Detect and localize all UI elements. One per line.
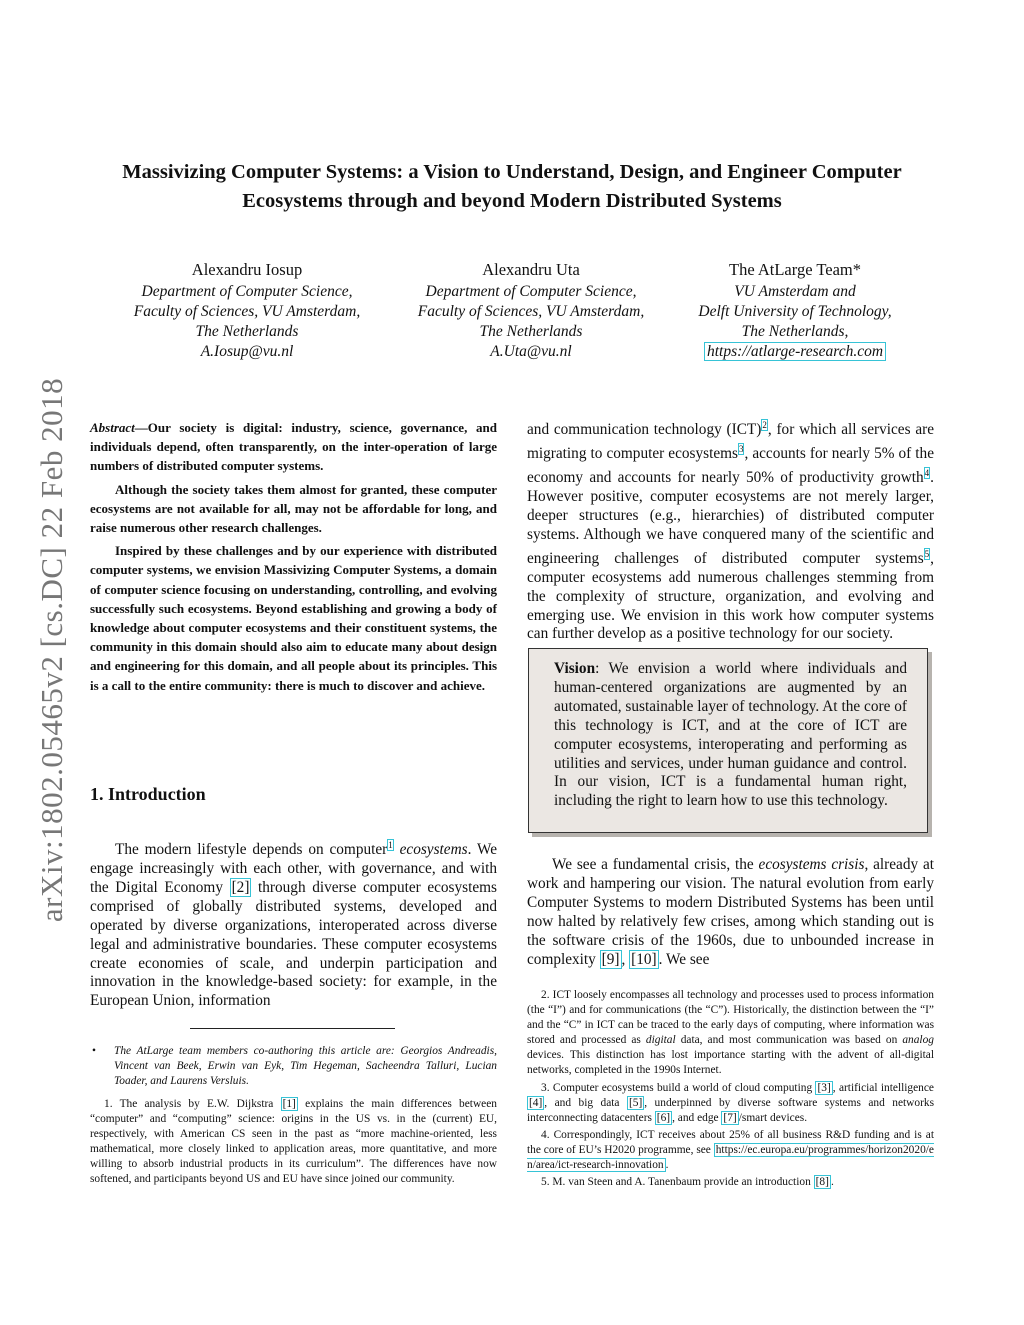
intro-paragraph: The modern lifestyle depends on computer$^1$ ecosystems. We engage increasingly with each other, with governance, and with the Digital Economy [2] through diverse computer ecosystems comprised of globally distributed systems, developed and operated by diverse organizations, interoperated across diverse legal and administrative boundaries. These computer ecosystems create economies of scale, and underpin participation and innovation in the knowledge-based society: for example, in the European Union, information	[90, 840, 498, 1010]
h2020-link[interactable]: https://ec.europa.eu/programmes/horizon2020/en/area/ict-research-innovation	[527, 1143, 934, 1172]
vision-text: : We envision a world where individuals and human-centered organizations are augmented by an automated, sustainable layer of technology. At the core of this technology is ICT, and at the core of ICT are computer ecosystems, interoperating and performing as utilities and services, under human guidance and control. In our vision, ICT is a fundamental human right, including the right to learn how to use this technology.	[554, 660, 907, 810]
author-affiliation-line: VU Amsterdam and	[734, 283, 856, 300]
footnotes-column-2	[527, 988, 934, 1192]
footnote-5-link[interactable]: 5	[924, 548, 930, 559]
citation-4-link[interactable]: [4]	[529, 1096, 543, 1109]
abstract-paragraph: Inspired by these challenges and by our experience with distributed computer systems, we envision Massivizing Computer Systems, a domain of computer science focusing on understanding, controlling, and evolving successfully such ecosystems. Beyond establishing and growing a body of knowledge about computer ecosystems and their constituent systems, the community in this domain should also aim to educate many about design and engineering for this domain, and all people about its principles. This is a call to the entire community: there is much to discover and achieve.	[90, 543, 497, 693]
footnote-1-link[interactable]: 1	[388, 840, 393, 850]
author-affiliation-line: Delft University of Technology,	[698, 303, 892, 320]
vision-label: Vision	[554, 660, 596, 677]
paper-title: Massivizing Computer Systems: a Vision to Understand, Design, and Engineer Computer Ecosystems through and beyond Modern Distributed Systems	[122, 161, 902, 212]
crisis-paragraph: We see a fundamental crisis, the ecosystems crisis, already at work and hampering our vision. The natural evolution from early Computer Systems to modern Distributed Systems has been until now halted by relatively few crises, among which standing out is the software crisis of the 1960s, due to unbounded increase in complexity [9] , [10] . We see	[527, 856, 934, 968]
author-affiliation-line: Faculty of Sciences, VU Amsterdam,	[417, 303, 645, 320]
footnote-team: • The AtLarge team members co-authoring this article are: Georgios Andreadis, Vincent van Beek, Erwin van Eyk, Tim Hegeman, Sacheendra Talluri, Lucian Toader, and Laurens Versluis.	[90, 1044, 497, 1089]
intro-continuation-paragraph: and communication technology (ICT)$^2$, for which all services are migrating to computer ecosystems$^3$, accounts for nearly 5% of the economy and accounts for nearly 50% of productivity growth$^4$. However positive, computer ecosystems are not merely larger, deeper structures (e.g., hierarchies) of distributed computer systems. Although we have conquered many of the scientific and engineering challenges of distributed computer systems$^5$, computer ecosystems add numerous challenges stemming from the complexity of structure, organization, and evolving and emerging use. We envision in this work how computer systems can further develop as a positive technology for our society.	[527, 420, 934, 643]
arxiv-id-text: arXiv:1802.05465v2 [cs.DC] 22 Feb 2018	[34, 377, 69, 923]
author-affiliation-line: The Netherlands	[479, 323, 583, 340]
citation-1-link[interactable]: [1]	[282, 1098, 296, 1110]
author-block-1	[102, 260, 392, 362]
footnote-3-link[interactable]: 3	[738, 444, 744, 454]
team-website-link[interactable]: https://atlarge-research.com	[704, 342, 886, 361]
author-email: A.Iosup@vu.nl	[200, 343, 294, 360]
footnote-2-link[interactable]: 2	[762, 420, 767, 430]
footnote-5: 5. M. van Steen and A. Tanenbaum provide an introduction [8] .	[541, 1176, 834, 1189]
author-name: Alexandru Uta	[482, 260, 580, 279]
author-name: The AtLarge Team*	[728, 260, 862, 279]
author-affiliation-line: The Netherlands	[195, 323, 299, 340]
footnote-3: 3. Computer ecosystems build a world of cloud computing [3] , artificial intelligence [4] , and big data [5] , underpinned by diverse software systems and networks interconnecting datacenters [6] , and edge [7] /smart devices.	[527, 1081, 935, 1124]
abstract	[90, 418, 497, 699]
footnote-separator	[190, 1028, 395, 1029]
author-affiliation-line: The Netherlands,	[741, 323, 849, 340]
author-affiliation-line: Department of Computer Science,	[425, 283, 637, 300]
author-affiliation-line: Department of Computer Science,	[141, 283, 353, 300]
citation-3-link[interactable]: [3]	[817, 1081, 831, 1094]
footnote-4-link[interactable]: 4	[924, 468, 930, 478]
footnote-2: 2. ICT loosely encompasses all technology and processes used to process information (the “I”) and for communications (the “C”). Historically, the distinction between the “I” and the “C” in ICT can be traced to the early days of computing, where information was stored and processed as digital data, and most communication was based on analog devices. This distinction has lost importance starting with the advent of all-digital networks, completed in the 1990s Internet.	[527, 989, 934, 1077]
bullet-icon: •	[92, 1045, 96, 1057]
footnote-1: 1. The analysis by E.W. Dijkstra [1] explains the main differences between “computer” and “computing” science: origins in the US vs. in the (current) EU, respectively, with American CS seen in the past as “more machine-oriented, less mathematical, more closely linked to application areas, more quantitative, and more willing to absorb industrial products in its curriculum”. The differences have now softened, and participants beyond US and EU have since joined our community.	[90, 1098, 497, 1186]
citation-10-link[interactable]: [10]	[631, 950, 657, 968]
abstract-paragraph: Although the society takes them almost for granted, these computer ecosystems are not available for all, may not be affordable for long, and raise numerous other research challenges.	[90, 481, 497, 536]
abstract-label: Abstract	[90, 420, 135, 435]
citation-2-link[interactable]: [2]	[231, 878, 250, 896]
vision-box	[528, 648, 928, 833]
author-affiliation-line: Faculty of Sciences, VU Amsterdam,	[133, 303, 361, 320]
footnote-4: 4. Correspondingly, ICT receives about 25% of all business R&D funding and is at the core of EU’s H2020 programme, see https://ec.europa.eu/programmes/horizon2020/en/area/ict-research-innovation .	[527, 1128, 934, 1172]
citation-6-link[interactable]: [6]	[656, 1111, 671, 1124]
arxiv-identifier	[32, 360, 72, 940]
section-heading-introduction: 1. Introduction	[90, 784, 206, 804]
citation-7-link[interactable]: [7]	[723, 1111, 737, 1124]
author-name: Alexandru Iosup	[191, 260, 303, 279]
author-block-2	[386, 260, 676, 362]
author-block-3	[650, 260, 940, 362]
citation-8-link[interactable]: [8]	[815, 1176, 829, 1189]
citation-5-link[interactable]: [5]	[628, 1096, 643, 1109]
abstract-paragraph: —Our society is digital: industry, science, governance, and individuals depend, often transparently, on the inter-operation of large numbers of distributed computer systems.	[90, 420, 497, 474]
citation-9-link[interactable]: [9]	[601, 950, 620, 968]
author-email: A.Uta@vu.nl	[490, 343, 572, 360]
